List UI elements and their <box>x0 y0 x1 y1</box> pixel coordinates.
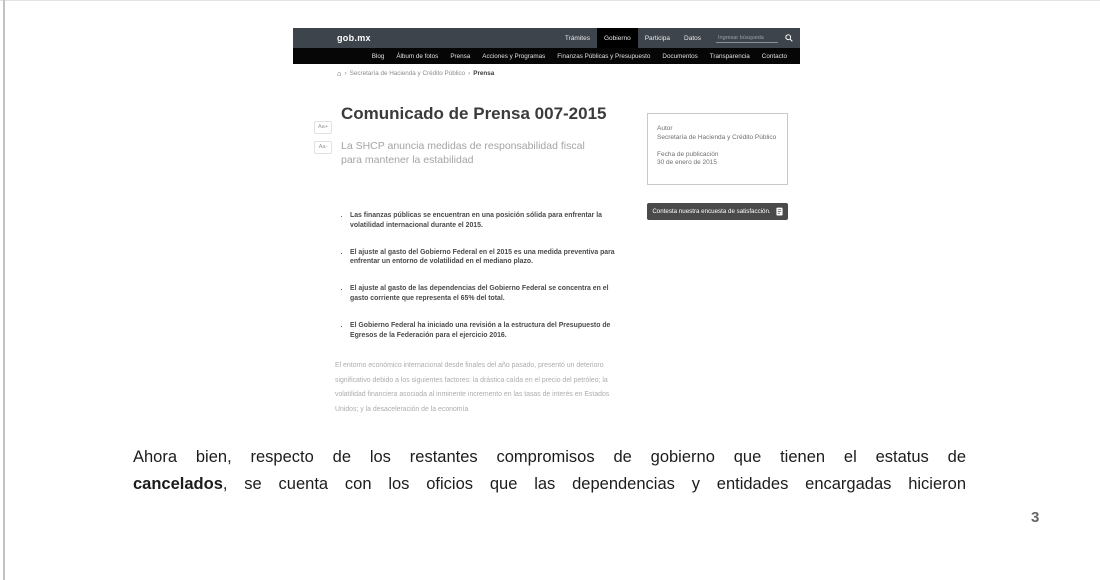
nav-item-gobierno[interactable]: Gobierno <box>597 28 638 48</box>
bullet-item: • El Gobierno Federal ha iniciado una revisión a la estructura del Presupuesto de Egresos de la Federación para el ejercicio 2016. <box>350 321 623 341</box>
article-subtitle: La SHCP anuncia medidas de responsabilidad fiscal para mantener la estabilidad <box>341 140 585 167</box>
subnav-documentos[interactable]: Documentos <box>662 52 698 60</box>
bullet-item: • El ajuste al gasto de las dependencias del Gobierno Federal se concentra en el gasto corriente que representa el 65% del total. <box>350 284 623 304</box>
subnav-transparencia[interactable]: Transparencia <box>709 52 750 60</box>
document-body-text <box>133 444 966 498</box>
embedded-webpage-screenshot <box>293 28 800 415</box>
document-line-2-rest: , se cuenta con los oficios que las dependencias y entidades encargadas hicieron <box>222 475 966 493</box>
subnav-contacto[interactable]: Contacto <box>761 52 787 60</box>
page-top-edge <box>0 0 1100 1</box>
bullet-item: • El ajuste al gasto del Gobierno Federal en el 2015 es una medida preventiva para enfrentar un entorno de volatilidad en el mediano plazo. <box>350 248 623 268</box>
page-number: 3 <box>1031 509 1040 526</box>
gobmx-main-navbar <box>293 28 800 48</box>
article-title: Comunicado de Prensa 007-2015 <box>341 104 607 123</box>
search-icon[interactable] <box>785 34 793 42</box>
search-input[interactable] <box>716 34 778 43</box>
author-value: Secretaría de Hacienda y Crédito Público <box>657 133 777 141</box>
breadcrumb <box>293 64 800 77</box>
main-nav-items <box>558 28 800 48</box>
subnav-finanzas-publicas[interactable]: Finanzas Públicas y Presupuesto <box>557 52 651 60</box>
article-info-box <box>647 113 788 185</box>
publication-date-label: Fecha de publicación <box>657 150 719 158</box>
article-paragraph: El entorno económico internacional desde finales del año pasado, presentó un deterioro significativo debido a los siguientes factores: la drástica caída en el precio del petróleo; la volatilidad financiera asociada al inminente incremento en las tasas de interés en Estados Unidos; y la desaceleración de la economía <box>335 362 610 413</box>
subnav-prensa[interactable]: Prensa <box>450 52 471 60</box>
subnav-blog[interactable]: Blog <box>371 52 385 60</box>
nav-item-datos[interactable]: Datos <box>684 34 701 42</box>
document-bold-word: cancelados <box>133 475 223 493</box>
font-decrease-button[interactable]: Aa- <box>314 141 332 154</box>
breadcrumb-separator: › <box>468 70 471 77</box>
gobmx-logo[interactable]: gob.mx <box>337 33 371 43</box>
font-increase-button[interactable]: Aa+ <box>314 121 332 134</box>
breadcrumb-shcp[interactable]: Secretaría de Hacienda y Crédito Público <box>349 70 466 77</box>
nav-item-tramites[interactable]: Trámites <box>564 34 590 42</box>
nav-item-participa[interactable]: Participa <box>644 34 671 42</box>
document-line-1: Ahora bien, respecto de los restantes compromisos de gobierno que tienen el estatus de <box>133 448 966 466</box>
survey-document-icon <box>776 207 783 216</box>
author-label: Autor <box>657 125 673 132</box>
breadcrumb-prensa: Prensa <box>473 70 495 77</box>
subnav-acciones-y-programas[interactable]: Acciones y Programas <box>482 52 546 60</box>
gobmx-sub-navbar <box>293 48 800 64</box>
article-bullet-list <box>341 211 623 357</box>
publication-date-value: 30 de enero de 2015 <box>657 159 717 167</box>
survey-button-label: Contesta nuestra encuesta de satisfacción. <box>652 208 771 215</box>
subnav-album-de-fotos[interactable]: Álbum de fotos <box>396 52 439 60</box>
survey-button[interactable] <box>647 203 788 220</box>
bullet-item: • Las finanzas públicas se encuentran en una posición sólida para enfrentar la volatilidad internacional durante el 2015. <box>350 211 623 231</box>
page-left-edge <box>3 0 5 580</box>
home-icon[interactable]: ⌂ <box>337 68 342 78</box>
document-line-2 <box>133 471 966 498</box>
breadcrumb-separator: › <box>344 70 347 77</box>
